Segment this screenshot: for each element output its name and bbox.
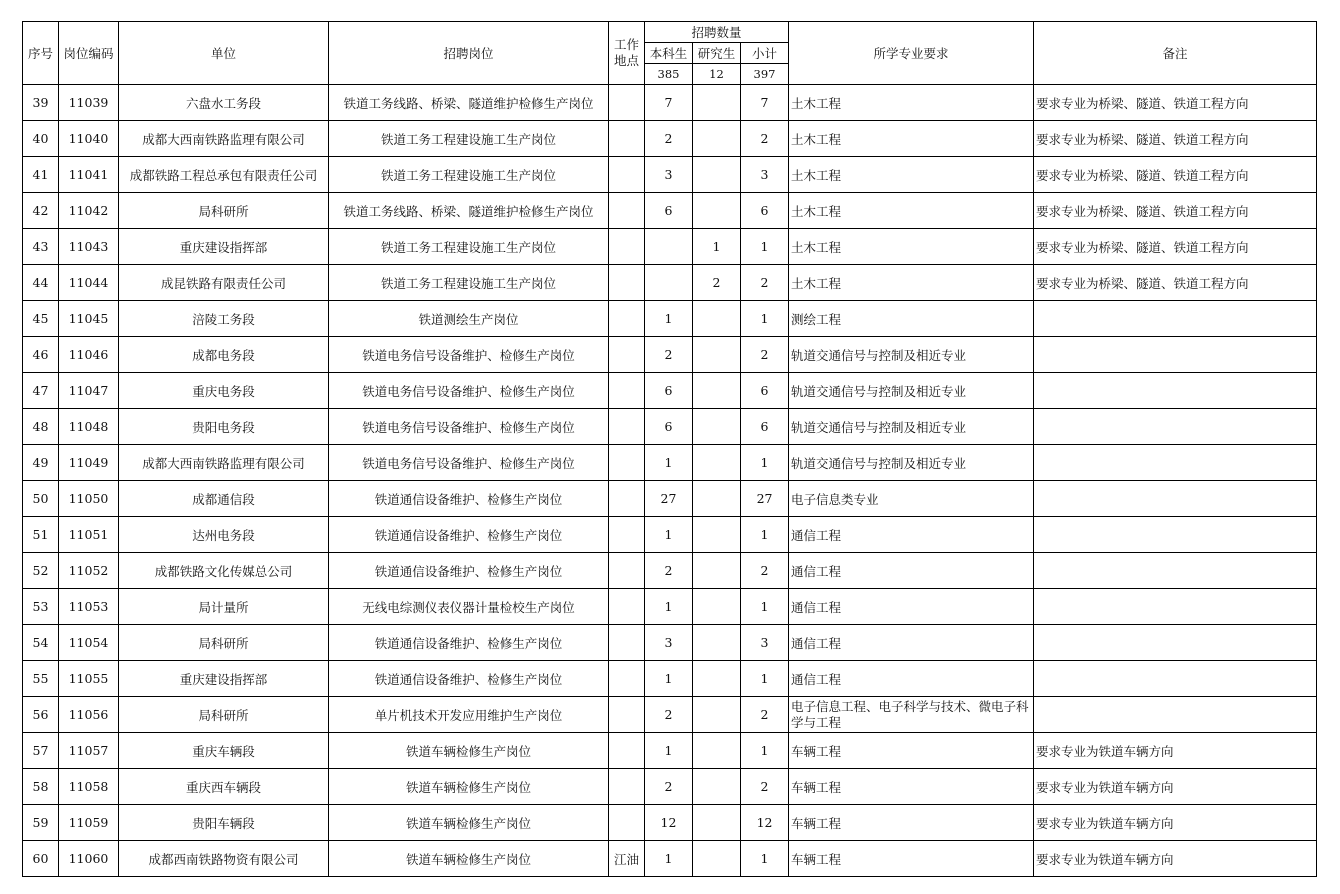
table-row xyxy=(23,769,1317,805)
total-bachelor: 385 xyxy=(645,64,693,85)
cell-graduate xyxy=(693,157,741,193)
cell-subtotal: 1 xyxy=(741,517,789,553)
table-row xyxy=(23,337,1317,373)
cell-subtotal: 1 xyxy=(741,733,789,769)
cell-unit: 重庆车辆段 xyxy=(119,733,329,769)
header-code: 岗位编码 xyxy=(59,22,119,85)
cell-unit: 成昆铁路有限责任公司 xyxy=(119,265,329,301)
cell-position: 铁道电务信号设备维护、检修生产岗位 xyxy=(329,337,609,373)
table-row xyxy=(23,733,1317,769)
cell-subtotal: 6 xyxy=(741,409,789,445)
table-row xyxy=(23,481,1317,517)
table-row xyxy=(23,265,1317,301)
cell-subtotal: 6 xyxy=(741,373,789,409)
cell-remark xyxy=(1034,625,1317,661)
cell-unit: 达州电务段 xyxy=(119,517,329,553)
cell-major: 车辆工程 xyxy=(789,769,1034,805)
cell-position: 铁道通信设备维护、检修生产岗位 xyxy=(329,661,609,697)
cell-unit: 局计量所 xyxy=(119,589,329,625)
cell-major: 电子信息类专业 xyxy=(789,481,1034,517)
cell-seq: 46 xyxy=(23,337,59,373)
cell-position: 铁道车辆检修生产岗位 xyxy=(329,733,609,769)
cell-location xyxy=(609,733,645,769)
cell-seq: 43 xyxy=(23,229,59,265)
cell-bachelor: 6 xyxy=(645,373,693,409)
cell-unit: 重庆西车辆段 xyxy=(119,769,329,805)
cell-code: 11048 xyxy=(59,409,119,445)
cell-remark: 要求专业为桥梁、隧道、铁道工程方向 xyxy=(1034,193,1317,229)
cell-bachelor: 1 xyxy=(645,301,693,337)
cell-major: 土木工程 xyxy=(789,85,1034,121)
cell-position: 铁道电务信号设备维护、检修生产岗位 xyxy=(329,445,609,481)
cell-major: 通信工程 xyxy=(789,553,1034,589)
cell-unit: 重庆建设指挥部 xyxy=(119,661,329,697)
cell-code: 11060 xyxy=(59,841,119,877)
table-row xyxy=(23,517,1317,553)
table-row xyxy=(23,553,1317,589)
cell-remark: 要求专业为桥梁、隧道、铁道工程方向 xyxy=(1034,265,1317,301)
total-subtotal: 397 xyxy=(741,64,789,85)
cell-code: 11059 xyxy=(59,805,119,841)
cell-bachelor: 3 xyxy=(645,157,693,193)
cell-code: 11047 xyxy=(59,373,119,409)
table-row xyxy=(23,625,1317,661)
cell-major: 土木工程 xyxy=(789,229,1034,265)
table-row xyxy=(23,589,1317,625)
cell-graduate xyxy=(693,625,741,661)
cell-location xyxy=(609,265,645,301)
cell-bachelor: 3 xyxy=(645,625,693,661)
table-row xyxy=(23,121,1317,157)
cell-code: 11045 xyxy=(59,301,119,337)
cell-major: 电子信息工程、电子科学与技术、微电子科学与工程 xyxy=(789,697,1034,733)
cell-position: 铁道车辆检修生产岗位 xyxy=(329,805,609,841)
header-major: 所学专业要求 xyxy=(789,22,1034,85)
cell-graduate xyxy=(693,121,741,157)
cell-unit: 局科研所 xyxy=(119,697,329,733)
cell-major: 轨道交通信号与控制及相近专业 xyxy=(789,445,1034,481)
cell-location xyxy=(609,121,645,157)
cell-code: 11046 xyxy=(59,337,119,373)
cell-position: 铁道通信设备维护、检修生产岗位 xyxy=(329,481,609,517)
cell-location xyxy=(609,85,645,121)
cell-location xyxy=(609,589,645,625)
cell-seq: 48 xyxy=(23,409,59,445)
cell-location xyxy=(609,157,645,193)
cell-bachelor: 2 xyxy=(645,769,693,805)
cell-major: 通信工程 xyxy=(789,589,1034,625)
cell-bachelor: 27 xyxy=(645,481,693,517)
table-body xyxy=(23,85,1317,877)
table-header xyxy=(23,22,1317,85)
header-remark: 备注 xyxy=(1034,22,1317,85)
cell-seq: 45 xyxy=(23,301,59,337)
cell-location xyxy=(609,517,645,553)
cell-subtotal: 2 xyxy=(741,697,789,733)
cell-seq: 59 xyxy=(23,805,59,841)
cell-subtotal: 2 xyxy=(741,553,789,589)
cell-bachelor: 1 xyxy=(645,733,693,769)
cell-major: 土木工程 xyxy=(789,265,1034,301)
cell-code: 11043 xyxy=(59,229,119,265)
cell-position: 铁道工务工程建设施工生产岗位 xyxy=(329,265,609,301)
cell-location xyxy=(609,805,645,841)
cell-graduate xyxy=(693,445,741,481)
cell-remark xyxy=(1034,337,1317,373)
cell-graduate xyxy=(693,301,741,337)
header-position: 招聘岗位 xyxy=(329,22,609,85)
table-row xyxy=(23,661,1317,697)
cell-graduate xyxy=(693,481,741,517)
cell-remark xyxy=(1034,697,1317,733)
cell-remark xyxy=(1034,517,1317,553)
cell-seq: 55 xyxy=(23,661,59,697)
cell-code: 11052 xyxy=(59,553,119,589)
cell-remark xyxy=(1034,589,1317,625)
cell-bachelor: 12 xyxy=(645,805,693,841)
cell-position: 铁道电务信号设备维护、检修生产岗位 xyxy=(329,409,609,445)
cell-position: 铁道车辆检修生产岗位 xyxy=(329,841,609,877)
cell-seq: 57 xyxy=(23,733,59,769)
table-row xyxy=(23,805,1317,841)
cell-graduate xyxy=(693,841,741,877)
cell-position: 铁道测绘生产岗位 xyxy=(329,301,609,337)
table-row xyxy=(23,445,1317,481)
cell-major: 轨道交通信号与控制及相近专业 xyxy=(789,337,1034,373)
header-count-group: 招聘数量 xyxy=(645,22,789,43)
cell-seq: 42 xyxy=(23,193,59,229)
cell-location xyxy=(609,193,645,229)
cell-remark: 要求专业为铁道车辆方向 xyxy=(1034,841,1317,877)
cell-location xyxy=(609,229,645,265)
cell-bachelor: 2 xyxy=(645,337,693,373)
cell-position: 铁道工务工程建设施工生产岗位 xyxy=(329,229,609,265)
cell-unit: 成都通信段 xyxy=(119,481,329,517)
cell-seq: 56 xyxy=(23,697,59,733)
header-bachelor: 本科生 xyxy=(645,43,693,64)
cell-location xyxy=(609,481,645,517)
cell-major: 通信工程 xyxy=(789,517,1034,553)
cell-remark: 要求专业为桥梁、隧道、铁道工程方向 xyxy=(1034,121,1317,157)
cell-bachelor: 2 xyxy=(645,697,693,733)
cell-graduate xyxy=(693,517,741,553)
cell-unit: 贵阳车辆段 xyxy=(119,805,329,841)
table-row xyxy=(23,373,1317,409)
cell-major: 通信工程 xyxy=(789,625,1034,661)
cell-graduate xyxy=(693,769,741,805)
cell-code: 11057 xyxy=(59,733,119,769)
cell-bachelor: 1 xyxy=(645,841,693,877)
cell-subtotal: 1 xyxy=(741,445,789,481)
cell-bachelor: 2 xyxy=(645,553,693,589)
header-unit: 单位 xyxy=(119,22,329,85)
cell-position: 铁道通信设备维护、检修生产岗位 xyxy=(329,553,609,589)
table-row xyxy=(23,697,1317,733)
cell-bachelor: 6 xyxy=(645,409,693,445)
cell-code: 11039 xyxy=(59,85,119,121)
header-location-text: 工作地点 xyxy=(613,37,639,68)
cell-subtotal: 2 xyxy=(741,337,789,373)
cell-major: 车辆工程 xyxy=(789,805,1034,841)
cell-bachelor: 1 xyxy=(645,661,693,697)
cell-position: 铁道工务工程建设施工生产岗位 xyxy=(329,121,609,157)
recruitment-table xyxy=(22,21,1317,877)
cell-code: 11044 xyxy=(59,265,119,301)
table-row xyxy=(23,229,1317,265)
cell-unit: 贵阳电务段 xyxy=(119,409,329,445)
cell-location xyxy=(609,553,645,589)
cell-seq: 40 xyxy=(23,121,59,157)
cell-code: 11053 xyxy=(59,589,119,625)
cell-location xyxy=(609,697,645,733)
cell-graduate xyxy=(693,373,741,409)
cell-seq: 44 xyxy=(23,265,59,301)
cell-bachelor: 1 xyxy=(645,589,693,625)
cell-unit: 成都西南铁路物资有限公司 xyxy=(119,841,329,877)
cell-position: 铁道车辆检修生产岗位 xyxy=(329,769,609,805)
cell-major: 轨道交通信号与控制及相近专业 xyxy=(789,373,1034,409)
cell-major: 车辆工程 xyxy=(789,733,1034,769)
cell-subtotal: 3 xyxy=(741,625,789,661)
table-row xyxy=(23,193,1317,229)
cell-seq: 47 xyxy=(23,373,59,409)
cell-seq: 51 xyxy=(23,517,59,553)
cell-position: 铁道通信设备维护、检修生产岗位 xyxy=(329,625,609,661)
cell-location xyxy=(609,661,645,697)
cell-subtotal: 1 xyxy=(741,589,789,625)
table-row xyxy=(23,85,1317,121)
cell-subtotal: 2 xyxy=(741,769,789,805)
cell-remark: 要求专业为铁道车辆方向 xyxy=(1034,805,1317,841)
cell-graduate xyxy=(693,337,741,373)
cell-position: 铁道工务线路、桥梁、隧道维护检修生产岗位 xyxy=(329,193,609,229)
cell-remark: 要求专业为桥梁、隧道、铁道工程方向 xyxy=(1034,85,1317,121)
header-subtotal: 小计 xyxy=(741,43,789,64)
cell-subtotal: 27 xyxy=(741,481,789,517)
cell-remark: 要求专业为铁道车辆方向 xyxy=(1034,733,1317,769)
cell-subtotal: 1 xyxy=(741,841,789,877)
cell-code: 11040 xyxy=(59,121,119,157)
cell-subtotal: 12 xyxy=(741,805,789,841)
cell-graduate xyxy=(693,553,741,589)
cell-location xyxy=(609,337,645,373)
table-row xyxy=(23,157,1317,193)
cell-unit: 涪陵工务段 xyxy=(119,301,329,337)
cell-code: 11056 xyxy=(59,697,119,733)
cell-location xyxy=(609,769,645,805)
header-seq: 序号 xyxy=(23,22,59,85)
cell-location xyxy=(609,373,645,409)
table-row xyxy=(23,301,1317,337)
cell-seq: 50 xyxy=(23,481,59,517)
cell-position: 无线电综测仪表仪器计量检校生产岗位 xyxy=(329,589,609,625)
cell-code: 11054 xyxy=(59,625,119,661)
cell-unit: 局科研所 xyxy=(119,625,329,661)
cell-major: 测绘工程 xyxy=(789,301,1034,337)
cell-code: 11050 xyxy=(59,481,119,517)
cell-graduate xyxy=(693,409,741,445)
cell-location xyxy=(609,625,645,661)
cell-remark xyxy=(1034,481,1317,517)
cell-seq: 54 xyxy=(23,625,59,661)
cell-code: 11055 xyxy=(59,661,119,697)
cell-seq: 52 xyxy=(23,553,59,589)
cell-seq: 39 xyxy=(23,85,59,121)
cell-graduate xyxy=(693,733,741,769)
cell-subtotal: 1 xyxy=(741,661,789,697)
cell-unit: 成都大西南铁路监理有限公司 xyxy=(119,121,329,157)
cell-location xyxy=(609,409,645,445)
cell-remark xyxy=(1034,301,1317,337)
cell-bachelor xyxy=(645,265,693,301)
cell-graduate xyxy=(693,193,741,229)
cell-remark xyxy=(1034,553,1317,589)
cell-seq: 41 xyxy=(23,157,59,193)
cell-unit: 成都大西南铁路监理有限公司 xyxy=(119,445,329,481)
cell-unit: 成都铁路工程总承包有限责任公司 xyxy=(119,157,329,193)
cell-subtotal: 7 xyxy=(741,85,789,121)
table-row xyxy=(23,409,1317,445)
cell-seq: 58 xyxy=(23,769,59,805)
header-location xyxy=(609,22,645,85)
cell-remark: 要求专业为桥梁、隧道、铁道工程方向 xyxy=(1034,229,1317,265)
cell-unit: 重庆电务段 xyxy=(119,373,329,409)
cell-seq: 53 xyxy=(23,589,59,625)
cell-graduate: 1 xyxy=(693,229,741,265)
cell-graduate xyxy=(693,85,741,121)
cell-remark: 要求专业为桥梁、隧道、铁道工程方向 xyxy=(1034,157,1317,193)
cell-graduate xyxy=(693,697,741,733)
header-graduate: 研究生 xyxy=(693,43,741,64)
cell-location xyxy=(609,301,645,337)
cell-unit: 局科研所 xyxy=(119,193,329,229)
cell-bachelor xyxy=(645,229,693,265)
cell-code: 11051 xyxy=(59,517,119,553)
cell-unit: 重庆建设指挥部 xyxy=(119,229,329,265)
cell-subtotal: 1 xyxy=(741,229,789,265)
cell-position: 铁道通信设备维护、检修生产岗位 xyxy=(329,517,609,553)
total-graduate: 12 xyxy=(693,64,741,85)
cell-major: 土木工程 xyxy=(789,121,1034,157)
cell-code: 11041 xyxy=(59,157,119,193)
cell-bachelor: 1 xyxy=(645,445,693,481)
cell-graduate xyxy=(693,589,741,625)
cell-seq: 60 xyxy=(23,841,59,877)
cell-position: 铁道工务线路、桥梁、隧道维护检修生产岗位 xyxy=(329,85,609,121)
cell-major: 轨道交通信号与控制及相近专业 xyxy=(789,409,1034,445)
cell-bachelor: 2 xyxy=(645,121,693,157)
cell-major: 车辆工程 xyxy=(789,841,1034,877)
cell-subtotal: 6 xyxy=(741,193,789,229)
cell-graduate: 2 xyxy=(693,265,741,301)
cell-remark xyxy=(1034,409,1317,445)
cell-subtotal: 1 xyxy=(741,301,789,337)
cell-bachelor: 7 xyxy=(645,85,693,121)
table-row xyxy=(23,841,1317,877)
cell-remark xyxy=(1034,373,1317,409)
cell-position: 铁道电务信号设备维护、检修生产岗位 xyxy=(329,373,609,409)
cell-unit: 成都铁路文化传媒总公司 xyxy=(119,553,329,589)
cell-bachelor: 6 xyxy=(645,193,693,229)
cell-remark xyxy=(1034,661,1317,697)
cell-unit: 成都电务段 xyxy=(119,337,329,373)
cell-code: 11058 xyxy=(59,769,119,805)
cell-graduate xyxy=(693,661,741,697)
cell-graduate xyxy=(693,805,741,841)
cell-position: 单片机技术开发应用维护生产岗位 xyxy=(329,697,609,733)
cell-code: 11042 xyxy=(59,193,119,229)
cell-code: 11049 xyxy=(59,445,119,481)
cell-unit: 六盘水工务段 xyxy=(119,85,329,121)
cell-major: 通信工程 xyxy=(789,661,1034,697)
cell-bachelor: 1 xyxy=(645,517,693,553)
cell-seq: 49 xyxy=(23,445,59,481)
cell-remark xyxy=(1034,445,1317,481)
cell-major: 土木工程 xyxy=(789,157,1034,193)
cell-subtotal: 2 xyxy=(741,265,789,301)
cell-major: 土木工程 xyxy=(789,193,1034,229)
cell-location: 江油 xyxy=(609,841,645,877)
cell-subtotal: 2 xyxy=(741,121,789,157)
cell-position: 铁道工务工程建设施工生产岗位 xyxy=(329,157,609,193)
cell-location xyxy=(609,445,645,481)
cell-remark: 要求专业为铁道车辆方向 xyxy=(1034,769,1317,805)
cell-subtotal: 3 xyxy=(741,157,789,193)
